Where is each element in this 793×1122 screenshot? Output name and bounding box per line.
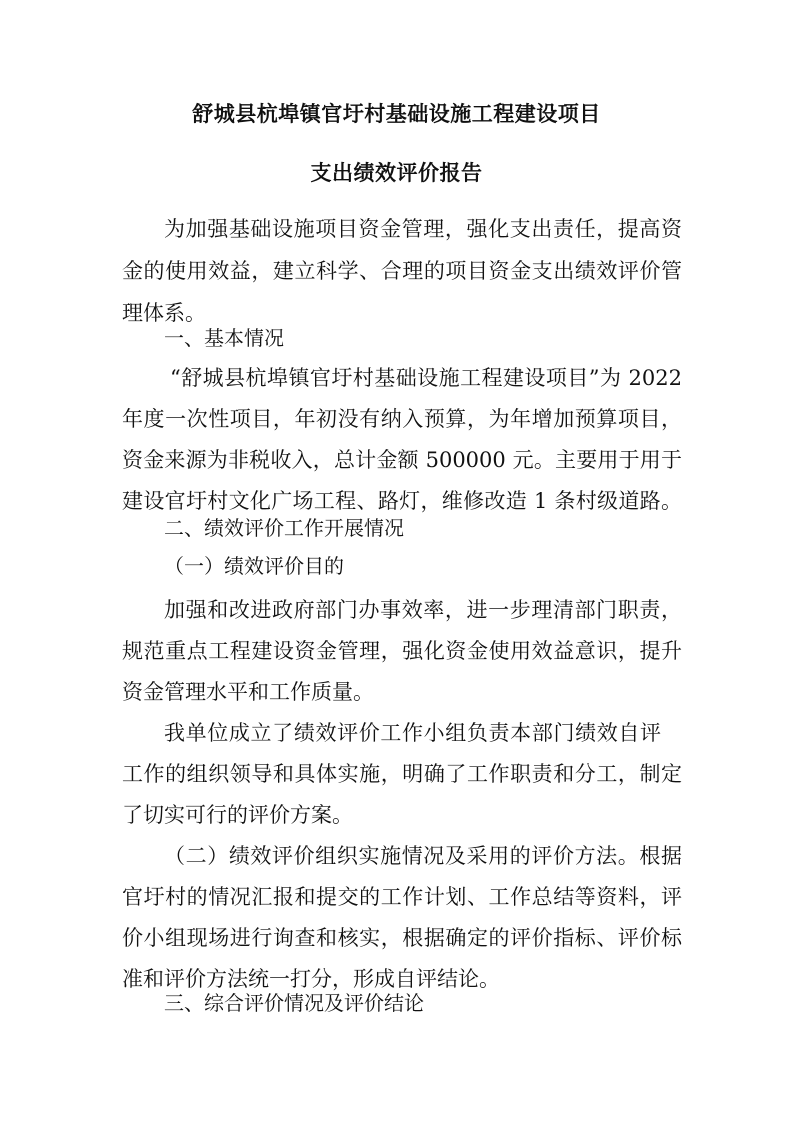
section1-line: “舒城县杭埠镇官圩村基础设施工程建设项目”为 2022	[170, 366, 682, 390]
section2-para2-line: 工作的组织领导和具体实施，明确了工作职责和分工，制定	[122, 762, 682, 786]
section2-sub1-heading: （一）绩效评价目的	[164, 554, 344, 578]
section1-heading: 一、基本情况	[164, 326, 284, 350]
section2-para1-line: 规范重点工程建设资金管理，强化资金使用效益意识，提升	[122, 639, 682, 663]
section3-heading: 三、综合评价情况及评价结论	[164, 991, 424, 1015]
section1-line: 资金来源为非税收入，总计金额 500000 元。主要用于用于	[122, 448, 682, 472]
section2-para2-line: 了切实可行的评价方案。	[122, 803, 353, 827]
intro-line: 金的使用效益，建立科学、合理的项目资金支出绩效评价管	[122, 259, 682, 283]
section2-para3-line: （二）绩效评价组织实施情况及采用的评价方法。根据	[164, 844, 682, 868]
section2-para1-line: 加强和改进政府部门办事效率，进一步理清部门职责，	[164, 598, 682, 622]
section2-para3-line: 价小组现场进行询查和核实，根据确定的评价指标、评价标	[122, 926, 682, 950]
section2-heading: 二、绩效评价工作开展情况	[164, 516, 404, 540]
section2-para3-line: 准和评价方法统一打分，形成自评结论。	[122, 967, 500, 991]
section1-line: 年度一次性项目，年初没有纳入预算，为年增加预算项目，	[122, 407, 682, 431]
section2-para1-line: 资金管理水平和工作质量。	[122, 680, 374, 704]
section2-para3-line: 官圩村的情况汇报和提交的工作计划、工作总结等资料，评	[122, 885, 682, 909]
intro-line: 为加强基础设施项目资金管理，强化支出责任，提高资	[164, 217, 682, 241]
document-title-line1: 舒城县杭埠镇官圩村基础设施工程建设项目	[192, 102, 601, 126]
section1-line: 建设官圩村文化广场工程、路灯，维修改造 1 条村级道路。	[122, 489, 682, 513]
document-title-line2: 支出绩效评价报告	[310, 161, 483, 185]
intro-line: 理体系。	[122, 301, 206, 325]
section2-para2-line: 我单位成立了绩效评价工作小组负责本部门绩效自评	[164, 721, 661, 745]
